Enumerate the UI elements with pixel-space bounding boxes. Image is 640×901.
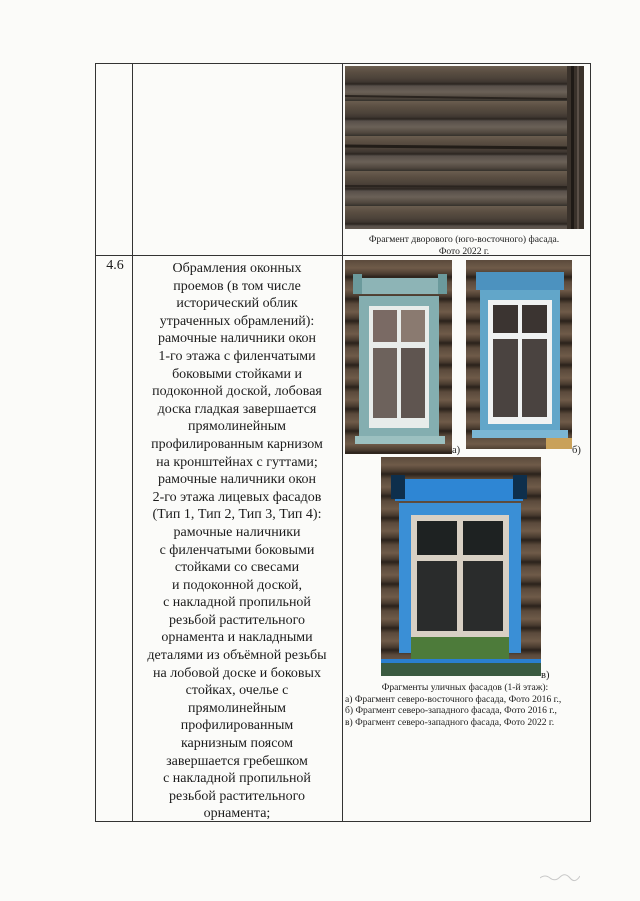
- description-line: прямолинейным: [187, 419, 287, 435]
- caption-line: в) Фрагмент северо-западного фасада, Фото 2022 г.: [345, 716, 555, 728]
- caption-line: б) Фрагмент северо-западного фасада, Фото 2016 г.,: [345, 705, 557, 716]
- description-line: орнамента;: [203, 806, 271, 822]
- description-line: орнамента и накладными: [161, 630, 313, 646]
- window-photo-c: [381, 457, 541, 676]
- elements-table: [95, 63, 591, 822]
- description-line: Обрамления оконных: [172, 261, 302, 276]
- description-line: резьбой растительного: [168, 788, 306, 804]
- description-line: резьбой растительного: [168, 612, 306, 628]
- column-divider: [342, 64, 343, 821]
- row-number: 4.6: [106, 258, 124, 273]
- description-line: и подоконной доской,: [171, 577, 303, 593]
- description-line: доска гладкая завершается: [157, 401, 317, 417]
- description-line: стойками со свесами: [174, 560, 300, 576]
- bottom-photo-caption: [345, 682, 585, 728]
- description-line: стойках, очелье с: [185, 683, 289, 699]
- photo-label-a: а): [452, 445, 461, 456]
- column-divider: [132, 64, 133, 821]
- description-line: рамочные наличники: [173, 524, 301, 540]
- scan-artifact-mark: [540, 872, 580, 885]
- photo-label-b: б): [572, 445, 581, 456]
- description-line: утраченных обрамлений):: [159, 313, 315, 329]
- description-line: 2-го этажа лицевых фасадов: [152, 489, 322, 505]
- caption-line: Фото 2022 г.: [438, 245, 490, 257]
- description-line: карнизным поясом: [180, 736, 294, 752]
- caption-line: Фрагменты уличных фасадов (1-й этаж):: [381, 682, 549, 693]
- window-photo-a: [345, 260, 452, 454]
- description-line: с накладной пропильной: [163, 771, 311, 787]
- description-line: деталями из объёмной резьбы: [147, 648, 327, 664]
- description-line: рамочные наличники окон: [157, 331, 317, 347]
- window-photo-b: [466, 260, 572, 449]
- description-line: профилированным карнизом: [151, 436, 323, 452]
- description-line: боковыми стойками и: [172, 366, 302, 382]
- description-line: завершается гребешком: [166, 753, 308, 769]
- photo-label-c: в): [541, 670, 550, 681]
- description-line: с филенчатыми боковыми: [159, 542, 315, 558]
- description-line: подоконной доской, лобовая: [152, 384, 322, 400]
- description-line: рамочные наличники окон: [157, 472, 317, 488]
- description-line: на лобовой доске и боковых: [153, 665, 321, 681]
- caption-line: а) Фрагмент северо-восточного фасада, Фото 2016 г.,: [345, 693, 562, 705]
- description-line: 1-го этажа с филенчатыми: [158, 348, 316, 364]
- description-line: (Тип 1, Тип 2, Тип 3, Тип 4):: [152, 507, 322, 523]
- caption-line: Фрагмент дворового (юго-восточного) фасада.: [368, 234, 560, 245]
- description-line: на кронштейнах с гуттами;: [156, 454, 318, 470]
- description-line: прямолинейным: [187, 700, 287, 716]
- top-photo-caption: [346, 234, 582, 257]
- description-line: с накладной пропильной: [163, 595, 311, 611]
- row-description: [137, 260, 337, 823]
- wood-siding-photo: [345, 66, 584, 229]
- description-line: профилированным: [180, 718, 294, 734]
- description-line: проемов (в том числе: [173, 278, 301, 294]
- description-line: исторический облик: [176, 296, 298, 312]
